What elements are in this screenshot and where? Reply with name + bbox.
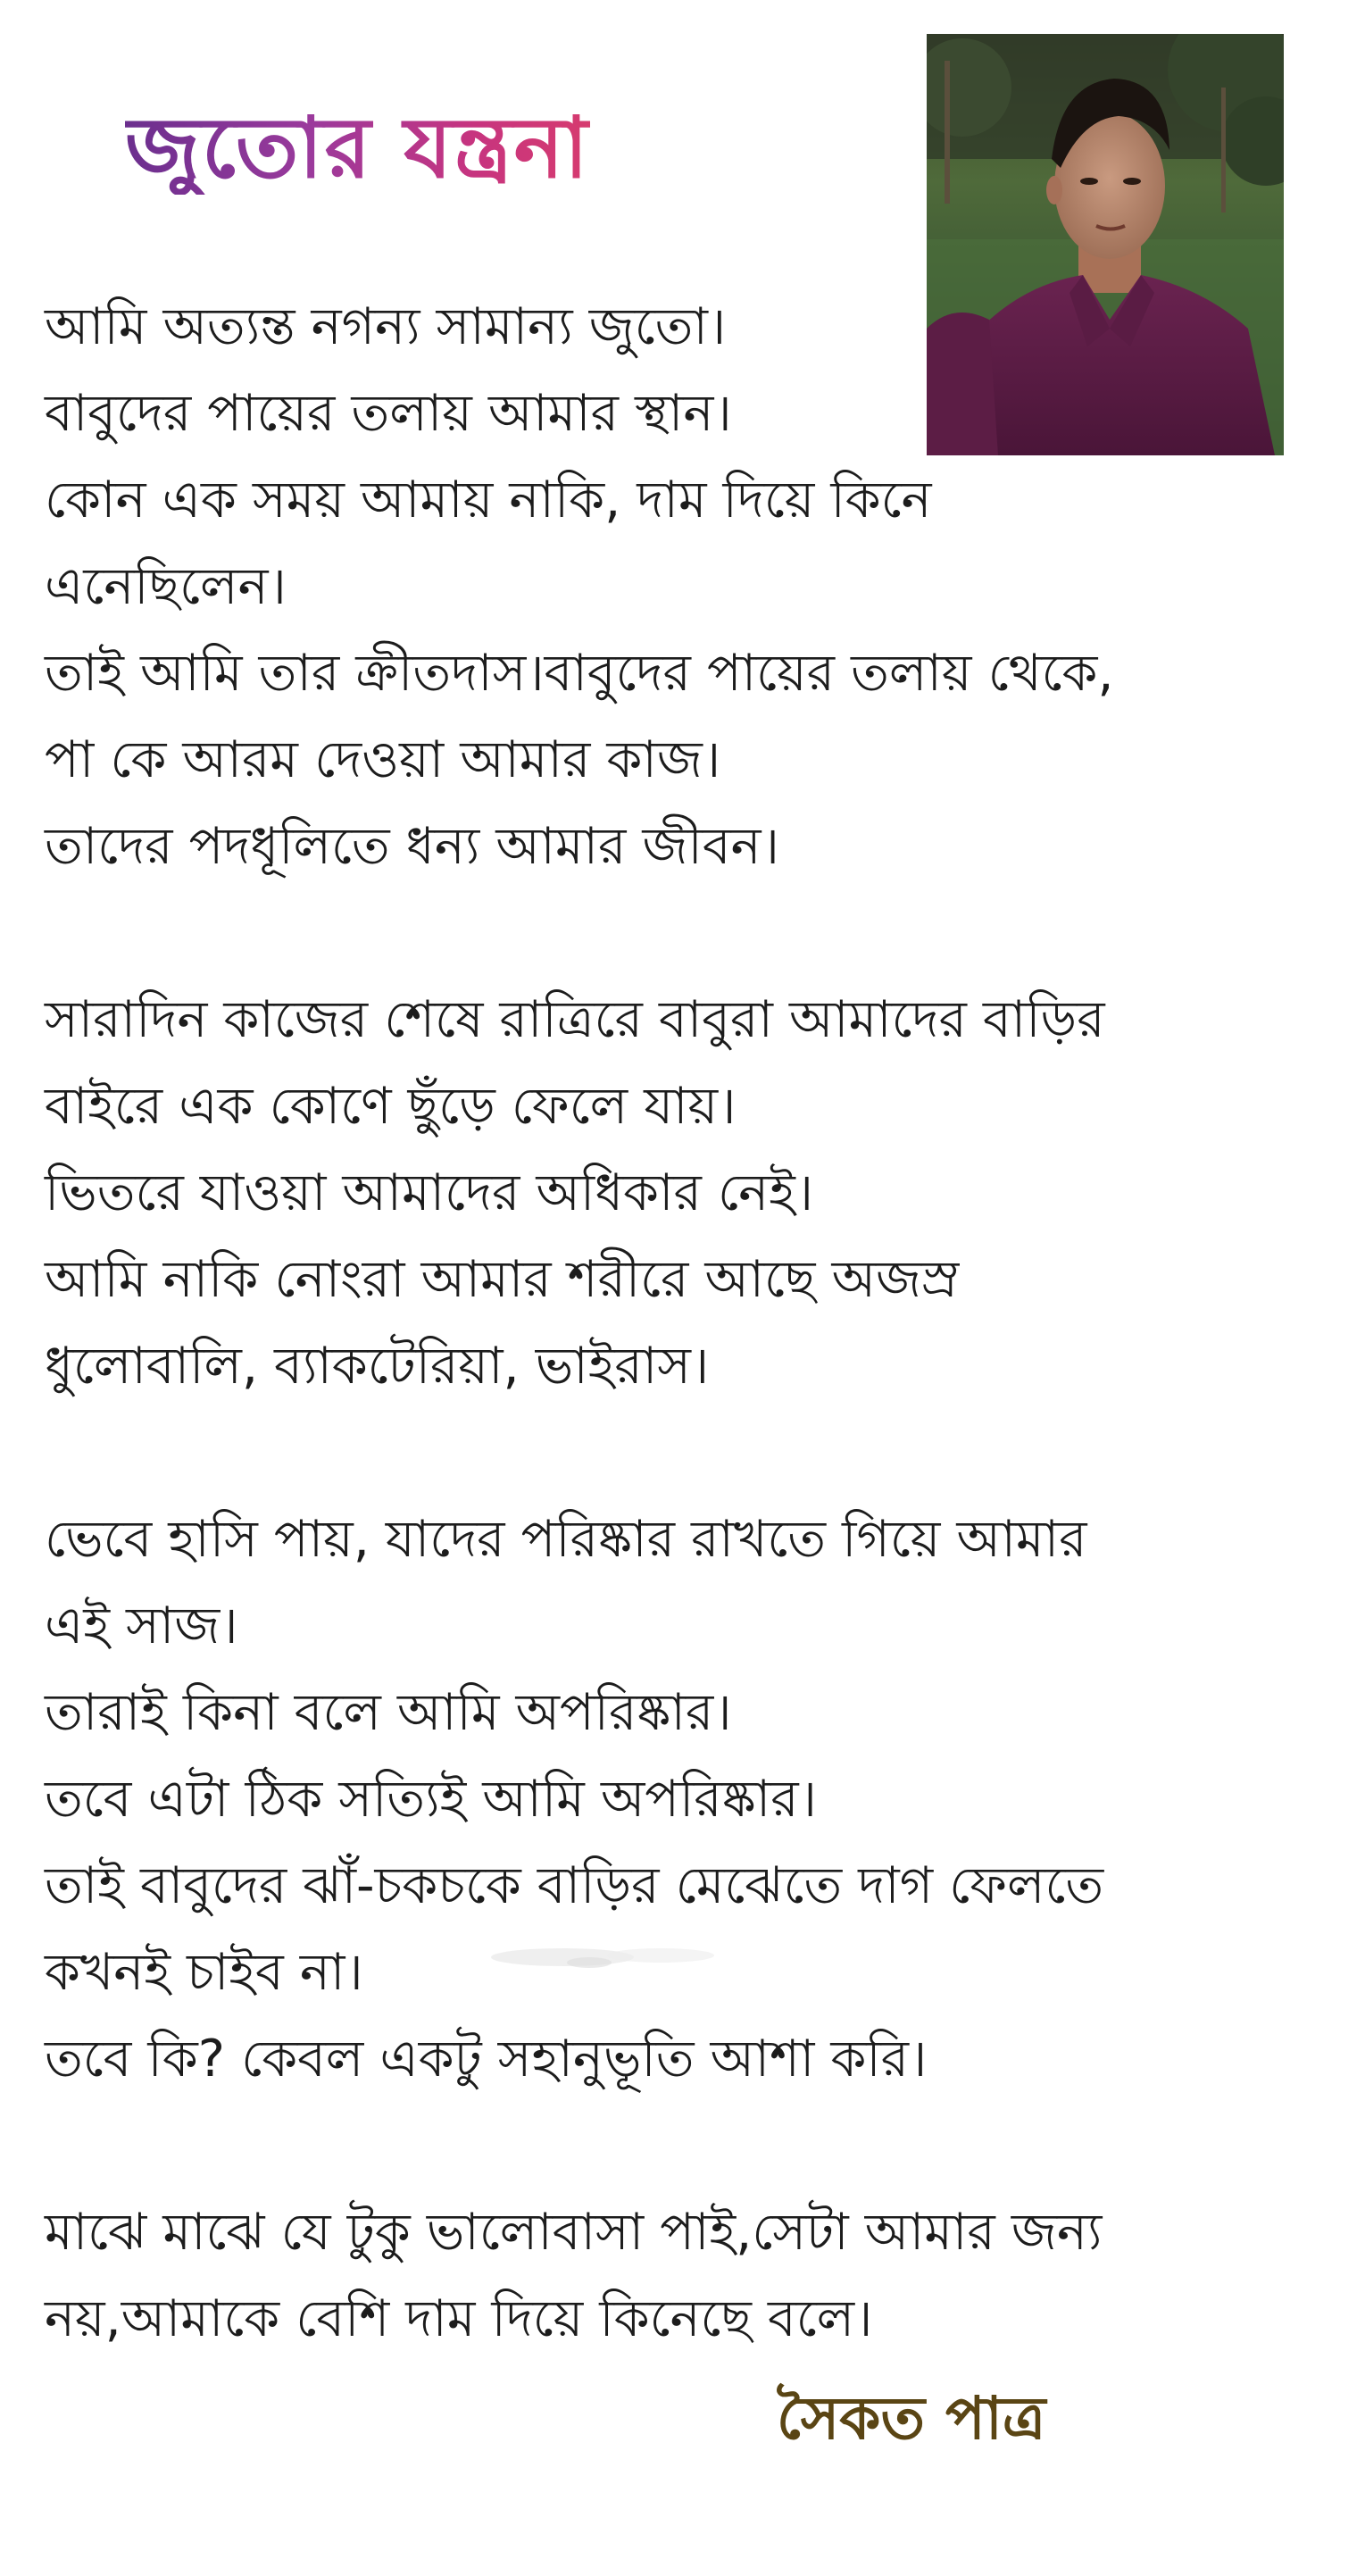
poem-line: তাদের পদধূলিতে ধন্য আমার জীবন।	[45, 817, 779, 876]
poem-line: আমি অত্যন্ত নগন্য সামান্য জুতো।	[45, 297, 727, 356]
poem-line: তাই বাবুদের ঝাঁ-চকচকে বাড়ির মেঝেতে দাগ ফেলতে	[45, 1856, 1104, 1915]
poem-line: আমি নাকি নোংরা আমার শরীরে আছে অজস্র	[45, 1250, 960, 1309]
poem-line: মাঝে মাঝে যে টুকু ভালোবাসা পাই,সেটা আমার জন্য	[45, 2203, 1103, 2262]
poem-line: তবে কি? কেবল একটু সহানুভূতি আশা করি।	[45, 2030, 928, 2088]
stanza-4	[45, 2189, 1339, 2363]
poem-line: ধুলোবালি, ব্যাকটেরিয়া, ভাইরাস।	[45, 1337, 710, 1396]
poem-line: তাই আমি তার ক্রীতদাস।বাবুদের পায়ের তলায় থেকে,	[45, 644, 1114, 703]
poem-line: এই সাজ।	[45, 1596, 238, 1655]
poem-body	[45, 284, 1339, 2449]
poem-line: সারাদিন কাজের শেষে রাত্রিরে বাবুরা আমাদের বাড়ির	[45, 990, 1105, 1049]
poem-line: এনেছিলেন।	[45, 557, 287, 616]
stanza-3	[45, 1496, 1339, 2103]
poem-line: কোন এক সময় আমায় নাকি, দাম দিয়ে কিনে	[45, 471, 932, 529]
poem-title: জুতোর যন্ত্রনা	[125, 100, 590, 197]
poem-line: বাবুদের পায়ের তলায় আমার স্থান।	[45, 384, 732, 443]
poem-line: কখনই চাইব না।	[45, 1943, 363, 2002]
poem-line: ভিতরে যাওয়া আমাদের অধিকার নেই।	[45, 1163, 814, 1222]
stanza-1	[45, 284, 1339, 890]
smudge-mark	[482, 1936, 786, 1979]
poem-line: নয়,আমাকে বেশি দাম দিয়ে কিনেছে বলে।	[45, 2289, 873, 2348]
poem-line: তবে এটা ঠিক সত্যিই আমি অপরিষ্কার।	[45, 1770, 818, 1829]
poem-line: তারাই কিনা বলে আমি অপরিষ্কার।	[45, 1683, 732, 1742]
stanza-2	[45, 977, 1339, 1410]
poem-line: পা কে আরম দেওয়া আমার কাজ।	[45, 730, 721, 789]
poem-line: বাইরে এক কোণে ছুঁড়ে ফেলে যায়।	[45, 1077, 737, 1136]
author-signature: সৈকত পাত্র	[777, 2384, 1046, 2453]
poem-line: ভেবে হাসি পায়, যাদের পরিষ্কার রাখতে গিয়ে আমার	[45, 1510, 1087, 1569]
